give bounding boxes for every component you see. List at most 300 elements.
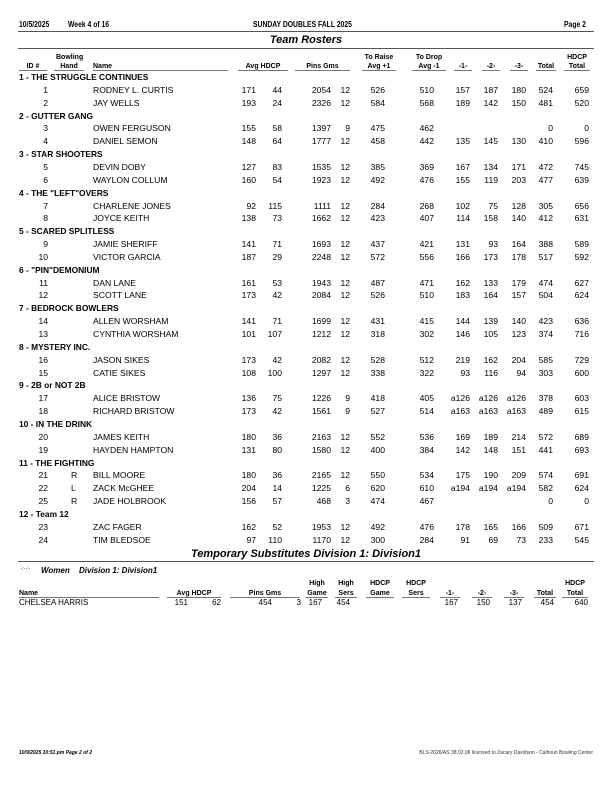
bowler-row xyxy=(0,432,612,445)
cell-g1: 131 xyxy=(455,239,470,250)
cell-drop: 610 xyxy=(419,483,434,494)
sub-col-pins-gms: Pins Gms xyxy=(230,590,300,598)
cell-raise: 300 xyxy=(370,534,385,545)
cell-hdcp: 57 xyxy=(272,496,282,507)
cell-hdcp: 71 xyxy=(272,316,282,327)
cell-total: 423 xyxy=(538,316,553,327)
bowler-row xyxy=(0,85,612,98)
cell-hdcp: 53 xyxy=(272,277,282,288)
team-header: 12 - Team 12 xyxy=(19,508,69,519)
bowler-row xyxy=(0,445,612,458)
cell-hdcp: 58 xyxy=(272,123,282,134)
cell-drop: 471 xyxy=(419,277,434,288)
cell-id: 12 xyxy=(38,290,48,301)
cell-g1: a194 xyxy=(450,483,470,494)
cell-total: 585 xyxy=(538,354,553,365)
cell-g2: 75 xyxy=(488,200,498,211)
cell-htotal: 627 xyxy=(574,277,589,288)
cell-total: 524 xyxy=(538,84,553,95)
cell-hdcp: 64 xyxy=(272,136,282,147)
sub-cell-g3: 137 xyxy=(508,598,522,607)
cell-name: JADE HOLBROOK xyxy=(93,496,167,507)
sub-col-game1: -1- xyxy=(440,590,460,598)
cell-pins: 1561 xyxy=(311,406,331,417)
cell-g3: 180 xyxy=(511,84,526,95)
cell-pins: 1693 xyxy=(311,239,331,250)
cell-name: JOYCE KEITH xyxy=(93,213,150,224)
cell-raise: 431 xyxy=(370,316,385,327)
cell-gms: 3 xyxy=(345,496,350,507)
cell-htotal: 656 xyxy=(574,200,589,211)
cell-raise: 492 xyxy=(370,174,385,185)
cell-g3: 166 xyxy=(511,521,526,532)
cell-g2: 187 xyxy=(483,84,498,95)
bowler-row xyxy=(0,123,612,136)
sub-col-hg-top: High xyxy=(309,580,325,587)
cell-gms: 12 xyxy=(340,521,350,532)
cell-name: JAMIE SHERIFF xyxy=(93,239,158,250)
cell-raise: 526 xyxy=(370,84,385,95)
cell-pins: 1397 xyxy=(311,123,331,134)
cell-total: 477 xyxy=(538,174,553,185)
cell-raise: 487 xyxy=(370,277,385,288)
cell-g3: 157 xyxy=(511,290,526,301)
sub-cell-g2: 150 xyxy=(476,598,490,607)
cell-name: SCOTT LANE xyxy=(93,290,147,301)
cell-total: 303 xyxy=(538,367,553,378)
cell-id: 17 xyxy=(38,393,48,404)
cell-g2: 158 xyxy=(483,213,498,224)
cell-id: 2 xyxy=(43,97,48,108)
cell-avg: 173 xyxy=(241,354,256,365)
cell-htotal: 691 xyxy=(574,470,589,481)
cell-avg: 156 xyxy=(241,496,256,507)
cell-pins: 2165 xyxy=(311,470,331,481)
cell-raise: 492 xyxy=(370,521,385,532)
cell-g1: a163 xyxy=(450,406,470,417)
cell-raise: 458 xyxy=(370,136,385,147)
sub-cell-hs: 454 xyxy=(336,598,350,607)
cell-id: 14 xyxy=(38,316,48,327)
cell-avg: 92 xyxy=(246,200,256,211)
cell-gms: 6 xyxy=(345,483,350,494)
cell-g2: 189 xyxy=(483,431,498,442)
cell-gms: 12 xyxy=(340,251,350,262)
cell-name: DAN LANE xyxy=(93,277,136,288)
cell-id: 10 xyxy=(38,251,48,262)
cell-id: 9 xyxy=(43,239,48,250)
cell-avg: 127 xyxy=(241,161,256,172)
cell-avg: 180 xyxy=(241,470,256,481)
cell-id: 5 xyxy=(43,161,48,172)
cell-raise: 528 xyxy=(370,354,385,365)
cell-g3: 140 xyxy=(511,213,526,224)
sub-col-game2: -2- xyxy=(472,590,492,598)
bowler-row xyxy=(0,162,612,175)
cell-name: JAMES KEITH xyxy=(93,431,150,442)
cell-total: 582 xyxy=(538,483,553,494)
team-header: 11 - THE FIGHTING xyxy=(19,457,95,468)
cell-avg: 193 xyxy=(241,97,256,108)
bowler-row xyxy=(0,290,612,303)
cell-raise: 552 xyxy=(370,431,385,442)
cell-gms: 12 xyxy=(340,161,350,172)
cell-drop: 476 xyxy=(419,174,434,185)
cell-name: JAY WELLS xyxy=(93,97,140,108)
sub-col-high-game: Game xyxy=(307,590,327,597)
cell-total: 378 xyxy=(538,393,553,404)
cell-avg: 138 xyxy=(241,213,256,224)
cell-g3: 73 xyxy=(516,534,526,545)
cell-drop: 556 xyxy=(419,251,434,262)
cell-raise: 584 xyxy=(370,97,385,108)
cell-pins: 2084 xyxy=(311,290,331,301)
cell-gms: 12 xyxy=(340,329,350,339)
cell-gms: 9 xyxy=(345,123,350,134)
cell-g3: a163 xyxy=(506,406,526,417)
cell-g3: 209 xyxy=(511,470,526,481)
cell-drop: 512 xyxy=(419,354,434,365)
col-drop-top: To Drop xyxy=(415,54,443,61)
cell-drop: 415 xyxy=(419,316,434,327)
cell-gms: 12 xyxy=(340,316,350,327)
cell-id: 6 xyxy=(43,174,48,185)
cell-pins: 1535 xyxy=(311,161,331,172)
bowler-row xyxy=(0,201,612,214)
cell-gms: 12 xyxy=(340,213,350,224)
cell-gms: 12 xyxy=(340,367,350,378)
sub-cell-gms: 3 xyxy=(296,598,301,607)
team-header: 8 - MYSTERY INC. xyxy=(19,341,91,352)
cell-hdcp: 14 xyxy=(272,483,282,494)
cell-pins: 1212 xyxy=(311,329,331,339)
col-avg-hdcp: Avg HDCP xyxy=(238,63,288,71)
team-header: 5 - SCARED SPLITLESS xyxy=(19,226,115,237)
cell-drop: 514 xyxy=(419,406,434,417)
cell-g3: 130 xyxy=(511,136,526,147)
bowler-row xyxy=(0,213,612,226)
cell-total: 574 xyxy=(538,470,553,481)
col-hdcp-total: Total xyxy=(564,63,590,71)
cell-drop: 284 xyxy=(419,534,434,545)
cell-htotal: 745 xyxy=(574,161,589,172)
cell-hdcp: 100 xyxy=(267,367,282,378)
col-id: ID # xyxy=(19,63,47,71)
bowler-row xyxy=(0,496,612,509)
sub-col-ht-top: HDCP xyxy=(565,580,585,587)
cell-g2: 165 xyxy=(483,521,498,532)
cell-name: DEVIN DOBY xyxy=(93,161,147,172)
col-name: Name xyxy=(93,63,228,71)
cell-raise: 526 xyxy=(370,290,385,301)
cell-hdcp: 42 xyxy=(272,406,282,417)
cell-total: 481 xyxy=(538,97,553,108)
cell-avg: 160 xyxy=(241,174,256,185)
cell-pins: 1943 xyxy=(311,277,331,288)
cell-gms: 12 xyxy=(340,84,350,95)
sub-col-hdg-top: HDCP xyxy=(370,580,390,587)
cell-g1: 146 xyxy=(455,329,470,339)
cell-drop: 268 xyxy=(419,200,434,211)
cell-gms: 12 xyxy=(340,534,350,545)
cell-hdcp: 54 xyxy=(272,174,282,185)
cell-g1: 91 xyxy=(460,534,470,545)
cell-avg: 187 xyxy=(241,251,256,262)
cell-name: ALLEN WORSHAM xyxy=(93,316,169,327)
cell-g1: 114 xyxy=(456,213,470,224)
cell-htotal: 671 xyxy=(574,521,589,532)
cell-g1: 135 xyxy=(455,136,470,147)
divider xyxy=(18,31,594,32)
cell-htotal: 689 xyxy=(574,431,589,442)
cell-g1: 142 xyxy=(455,444,470,455)
cell-g3: 179 xyxy=(511,277,526,288)
cell-avg: 131 xyxy=(241,444,256,455)
cell-id: 15 xyxy=(38,367,48,378)
cell-gms: 12 xyxy=(340,277,350,288)
bowler-row xyxy=(0,98,612,111)
cell-g3: 128 xyxy=(511,200,526,211)
cell-pins: 1297 xyxy=(311,367,331,378)
bowler-row xyxy=(0,175,612,188)
col-hand-top: Bowling xyxy=(56,54,84,61)
cell-avg: 148 xyxy=(241,136,256,147)
cell-hdcp: 29 xyxy=(272,251,282,262)
sub-cell-avg: 151 xyxy=(174,598,188,607)
cell-hand: L xyxy=(71,483,76,494)
bowler-row xyxy=(0,522,612,535)
cell-name: CHARLENE JONES xyxy=(93,200,171,211)
cell-id: 7 xyxy=(43,200,48,211)
cell-g3: 178 xyxy=(511,251,526,262)
bowler-row xyxy=(0,316,612,329)
cell-pins: 1923 xyxy=(311,174,331,185)
cell-g1: 183 xyxy=(455,290,470,301)
cell-hdcp: 52 xyxy=(272,521,282,532)
cell-id: 13 xyxy=(38,329,48,339)
cell-htotal: 520 xyxy=(574,97,589,108)
subs-group: Women xyxy=(41,566,70,575)
col-game3: -3- xyxy=(510,63,528,71)
bowler-row xyxy=(0,470,612,483)
league-name: SUNDAY DOUBLES FALL 2025 xyxy=(253,20,352,29)
cell-htotal: 716 xyxy=(574,329,589,339)
cell-g2: 173 xyxy=(483,251,498,262)
cell-htotal: 596 xyxy=(574,136,589,147)
cell-gms: 12 xyxy=(340,200,350,211)
cell-pins: 2248 xyxy=(311,251,331,262)
cell-pins: 1225 xyxy=(311,483,331,494)
sub-col-avg-hdcp: Avg HDCP xyxy=(167,590,221,598)
cell-g1: 166 xyxy=(455,251,470,262)
cell-name: ZACK McGHEE xyxy=(93,483,155,494)
bowler-row xyxy=(0,535,612,548)
cell-g1: 175 xyxy=(455,470,470,481)
cell-gms: 12 xyxy=(340,97,350,108)
divider xyxy=(18,48,594,49)
cell-hdcp: 110 xyxy=(268,534,282,545)
cell-id: 11 xyxy=(39,277,48,288)
cell-gms: 12 xyxy=(340,174,350,185)
sub-col-hdcp-sers: Sers xyxy=(402,590,430,598)
cell-hdcp: 107 xyxy=(267,329,282,339)
cell-g3: 150 xyxy=(511,97,526,108)
cell-pins: 1170 xyxy=(312,534,331,545)
report-date: 10/5/2025 xyxy=(19,20,50,29)
cell-total: 474 xyxy=(538,277,553,288)
cell-id: 18 xyxy=(38,406,48,417)
cell-htotal: 603 xyxy=(574,393,589,404)
cell-pins: 1662 xyxy=(311,213,331,224)
team-header: 9 - 2B or NOT 2B xyxy=(19,380,86,391)
sub-cell-pins: 454 xyxy=(258,598,272,607)
cell-avg: 97 xyxy=(246,534,256,545)
cell-drop: 407 xyxy=(419,213,434,224)
cell-name: OWEN FERGUSON xyxy=(93,123,171,134)
cell-htotal: 624 xyxy=(574,483,589,494)
cell-gms: 12 xyxy=(340,444,350,455)
sub-col-high-sers: Sers xyxy=(335,590,357,598)
cell-g2: 148 xyxy=(483,444,498,455)
cell-htotal: 545 xyxy=(574,534,589,545)
bowler-row xyxy=(0,239,612,252)
cell-drop: 476 xyxy=(419,521,434,532)
cell-g1: 162 xyxy=(455,277,470,288)
cell-htotal: 600 xyxy=(574,367,589,378)
cell-gms: 12 xyxy=(340,239,350,250)
cell-hdcp: 83 xyxy=(272,161,282,172)
cell-raise: 550 xyxy=(370,470,385,481)
cell-id: 25 xyxy=(38,496,48,507)
cell-g3: 151 xyxy=(511,444,526,455)
sub-col-hds-top: HDCP xyxy=(406,580,426,587)
cell-g2: a163 xyxy=(478,406,498,417)
cell-gms: 9 xyxy=(345,393,350,404)
cell-avg: 204 xyxy=(241,483,256,494)
cell-drop: 510 xyxy=(419,84,434,95)
cell-g2: 119 xyxy=(484,174,498,185)
cell-raise: 620 xyxy=(370,483,385,494)
cell-raise: 527 xyxy=(370,406,385,417)
cell-raise: 284 xyxy=(370,200,385,211)
cell-avg: 171 xyxy=(241,84,256,95)
cell-gms: 12 xyxy=(340,470,350,481)
cell-pins: 1953 xyxy=(311,521,331,532)
team-header: 3 - STAR SHOOTERS xyxy=(19,149,103,160)
col-pins-gms: Pins Gms xyxy=(295,63,350,71)
cell-hdcp: 75 xyxy=(272,393,282,404)
cell-avg: 180 xyxy=(241,431,256,442)
cell-g3: 164 xyxy=(511,239,526,250)
cell-hdcp: 71 xyxy=(272,239,282,250)
cell-raise: 572 xyxy=(370,251,385,262)
cell-g3: a126 xyxy=(506,393,526,404)
cell-g2: 116 xyxy=(484,367,498,378)
cell-g2: 142 xyxy=(483,97,498,108)
cell-g1: 189 xyxy=(455,97,470,108)
bowler-row xyxy=(0,355,612,368)
cell-drop: 322 xyxy=(419,367,434,378)
cell-htotal: 659 xyxy=(574,84,589,95)
cell-total: 0 xyxy=(548,496,553,507)
cell-g3: 214 xyxy=(511,431,526,442)
cell-raise: 437 xyxy=(370,239,385,250)
cell-htotal: 0 xyxy=(584,496,589,507)
sub-col-total: Total xyxy=(534,590,556,598)
cell-drop: 302 xyxy=(419,329,434,339)
cell-id: 22 xyxy=(38,483,48,494)
cell-raise: 423 xyxy=(370,213,385,224)
cell-htotal: 624 xyxy=(574,290,589,301)
sub-col-hdcp-total: Total xyxy=(562,590,588,598)
cell-hdcp: 42 xyxy=(272,290,282,301)
cell-g2: 93 xyxy=(488,239,498,250)
cell-total: 509 xyxy=(538,521,553,532)
bowler-row xyxy=(0,252,612,265)
cell-id: 23 xyxy=(38,521,48,532)
cell-pins: 1777 xyxy=(311,136,331,147)
cell-g2: 105 xyxy=(483,329,498,339)
sub-cell-htotal: 640 xyxy=(574,598,588,607)
subs-title: Temporary Substitutes Division 1: Division1 xyxy=(190,548,422,560)
bowler-row xyxy=(0,278,612,291)
cell-drop: 421 xyxy=(419,239,434,250)
cell-avg: 162 xyxy=(241,521,256,532)
cell-g3: 94 xyxy=(516,367,526,378)
cell-pins: 1699 xyxy=(311,316,331,327)
bowler-row xyxy=(0,136,612,149)
cell-g2: 134 xyxy=(483,161,498,172)
cell-total: 0 xyxy=(548,123,553,134)
cell-gms: 12 xyxy=(340,354,350,365)
sub-cell-hdcp: 62 xyxy=(212,598,221,607)
cell-g1: 157 xyxy=(455,84,470,95)
cell-htotal: 0 xyxy=(584,123,589,134)
bowler-row xyxy=(0,483,612,496)
cell-hdcp: 80 xyxy=(272,444,282,455)
col-raise: Avg +1 xyxy=(362,63,396,71)
cell-total: 374 xyxy=(538,329,553,339)
cell-htotal: 636 xyxy=(574,316,589,327)
cell-drop: 405 xyxy=(419,393,434,404)
cell-total: 305 xyxy=(538,200,553,211)
cell-drop: 568 xyxy=(419,97,434,108)
cell-drop: 534 xyxy=(419,470,434,481)
cell-g3: 203 xyxy=(511,174,526,185)
cell-htotal: 615 xyxy=(574,406,589,417)
cell-avg: 141 xyxy=(241,316,256,327)
cell-g1: 155 xyxy=(455,174,470,185)
cell-drop: 536 xyxy=(419,431,434,442)
cell-hand: R xyxy=(71,470,78,481)
report-week: Week 4 of 16 xyxy=(68,20,110,29)
cell-g1: a126 xyxy=(450,393,470,404)
cell-avg: 101 xyxy=(241,329,256,339)
cell-htotal: 639 xyxy=(574,174,589,185)
cell-g2: a194 xyxy=(478,483,498,494)
cell-id: 8 xyxy=(43,213,48,224)
cell-hdcp: 36 xyxy=(272,470,282,481)
cell-id: 3 xyxy=(43,123,48,134)
cell-id: 4 xyxy=(43,136,48,147)
cell-drop: 384 xyxy=(419,444,434,455)
cell-name: ALICE BRISTOW xyxy=(93,393,161,404)
cell-total: 441 xyxy=(538,444,553,455)
cell-g2: a126 xyxy=(478,393,498,404)
cell-drop: 442 xyxy=(419,136,434,147)
col-raise-top: To Raise xyxy=(364,54,394,61)
cell-g2: 190 xyxy=(483,470,498,481)
